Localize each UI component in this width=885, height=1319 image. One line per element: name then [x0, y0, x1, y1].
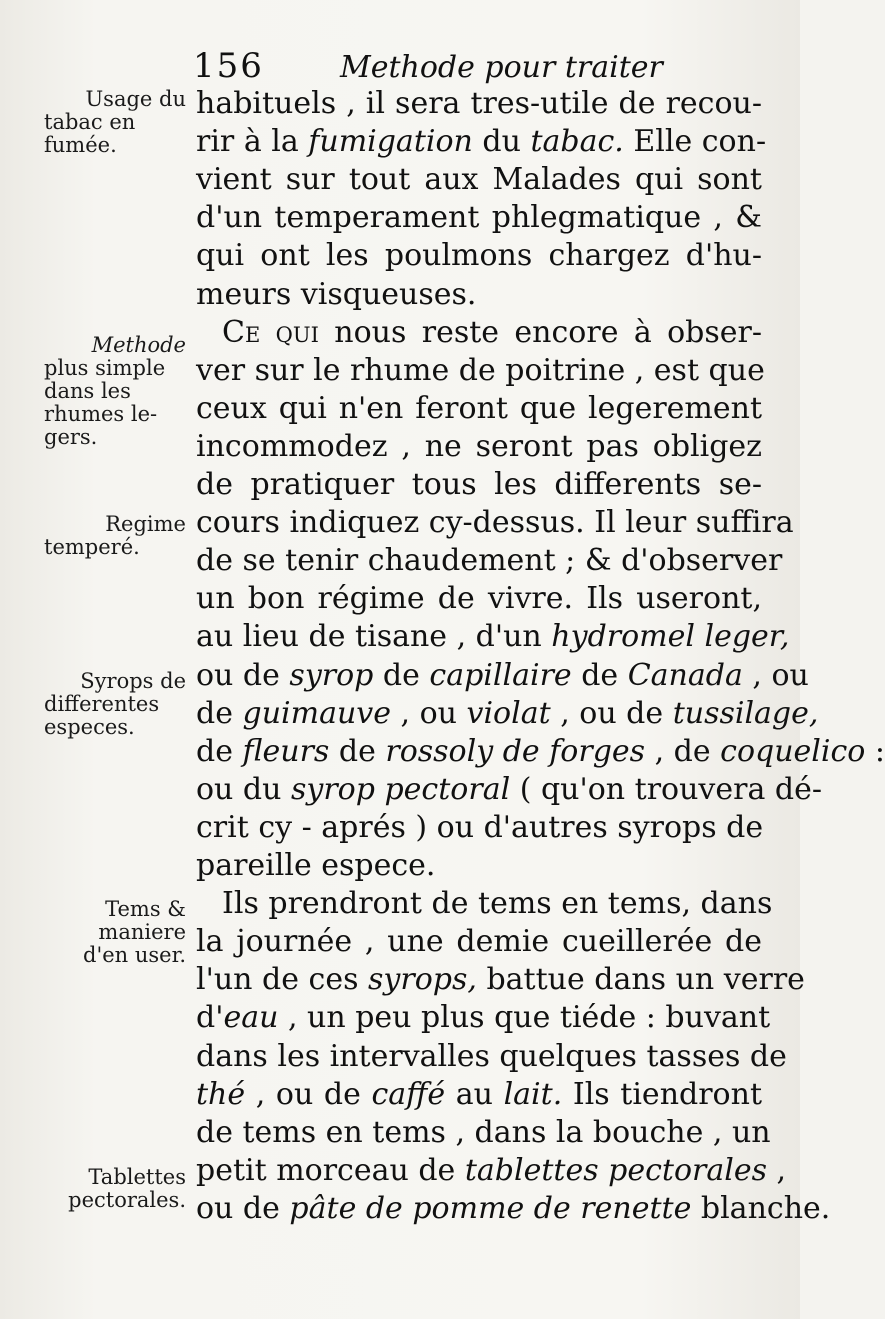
body-line: [196, 581, 762, 617]
margin-note-line: fumée.: [44, 133, 117, 157]
body-line: [196, 238, 762, 274]
margin-note-methode: [44, 334, 186, 449]
italic-text: coquelico: [720, 733, 866, 769]
italic-text: guimauve: [242, 695, 391, 731]
text-run: au lieu de tisane , d'un: [196, 619, 552, 655]
text-run: , ou: [742, 657, 809, 693]
italic-text: capillaire: [429, 657, 572, 693]
body-line: [196, 162, 762, 198]
text-run: Ils tiendront: [562, 1076, 762, 1112]
italic-text: Canada: [627, 657, 743, 693]
margin-note-line: Syrops de: [80, 669, 186, 693]
italic-text: rossoly de forges: [385, 733, 646, 769]
body-line: [196, 1190, 831, 1227]
text-run: de: [571, 657, 628, 693]
italic-text: caffé: [371, 1076, 446, 1112]
text-run: vient sur tout aux Malades qui sont: [196, 162, 762, 198]
text-run: ou du: [196, 771, 291, 807]
margin-note-regime: [44, 513, 186, 559]
body-line: [196, 429, 762, 465]
text-run: , ou de: [550, 695, 673, 731]
text-run: ou de: [196, 657, 290, 693]
italic-text: tabac.: [530, 124, 624, 160]
text-run: la journée , une demie cueillerée de: [196, 924, 762, 960]
text-run: , ou: [390, 695, 467, 731]
margin-note-tablettes: [44, 1166, 186, 1212]
text-run: rir à la: [196, 124, 309, 160]
italic-text: fleurs: [242, 733, 330, 769]
text-run: incommodez , ne seront pas obligez: [196, 428, 762, 464]
text-run: :: [865, 733, 885, 769]
text-run: , de: [645, 733, 721, 769]
page-header: [0, 46, 800, 90]
body-line: [196, 1000, 771, 1036]
body-line: [196, 391, 762, 427]
body-line: [196, 1038, 787, 1075]
text-run: de tems en tems , dans la bouche , un: [196, 1114, 771, 1150]
text-run: au: [445, 1076, 504, 1112]
margin-note-tabac: [44, 88, 186, 157]
body-line: [196, 771, 822, 808]
body-line: [196, 86, 762, 122]
margin-note-line: maniere: [98, 920, 186, 944]
body-line: [196, 695, 819, 732]
body-line: [196, 1077, 762, 1113]
text-run: ,: [766, 1152, 787, 1188]
body-line: [196, 352, 765, 389]
margin-note-line: gers.: [44, 425, 98, 449]
text-run: battue dans un verre: [476, 962, 805, 998]
italic-text: hydromel leger,: [551, 619, 790, 655]
text-run: un bon régime de vivre. Ils useront,: [196, 581, 762, 617]
italic-text: lait.: [503, 1076, 563, 1112]
body-line: [196, 1152, 787, 1189]
text-run: , un peu plus que tiéde : buvant: [278, 1000, 771, 1036]
italic-text: pâte de pomme de renette: [289, 1190, 692, 1226]
margin-note-line: Tablettes: [88, 1165, 186, 1189]
italic-text: syrop: [289, 657, 374, 693]
margin-note-line: dans les: [44, 379, 131, 403]
text-run: de: [373, 657, 430, 693]
text-run: crit cy - aprés ) ou d'autres syrops de: [196, 809, 764, 845]
body-line: [196, 505, 794, 541]
body-line: [196, 886, 773, 922]
text-run: Ils prendront de tems en tems, dans: [222, 886, 773, 922]
margin-note-line: d'en user.: [83, 943, 186, 967]
text-run: blanche.: [691, 1190, 831, 1226]
body-line: [196, 733, 885, 770]
text-run: ou de: [196, 1190, 290, 1226]
body-line: [196, 315, 762, 351]
body-line: [196, 124, 767, 160]
margin-note-line: plus simple: [44, 356, 166, 380]
margin-note-line: temperé.: [44, 535, 140, 559]
margin-note-line: tabac en: [44, 110, 136, 134]
italic-text: syrops,: [368, 962, 477, 998]
text-run: ( qu'on trouvera dé-: [510, 771, 822, 807]
body-line: [196, 277, 762, 313]
text-run: d': [196, 1000, 224, 1036]
text-run: de pratiquer tous les differents se-: [196, 467, 762, 502]
italic-text: syrop pectoral: [290, 771, 511, 807]
margin-note-line: especes.: [44, 715, 135, 739]
italic-text: violat: [466, 695, 551, 731]
text-run: petit morceau de: [196, 1152, 465, 1188]
body-line: [196, 200, 762, 236]
margin-note-line: Tems &: [105, 897, 186, 921]
body-line: [196, 1114, 771, 1151]
body-line: [196, 657, 809, 694]
italic-text: eau: [223, 1000, 279, 1036]
text-run: de: [196, 733, 243, 769]
body-line: [196, 467, 762, 503]
text-run: de: [329, 733, 386, 769]
body-line: [196, 848, 762, 884]
text-run: nous reste encore à obser-: [318, 314, 762, 350]
margin-note-line: Methode: [91, 333, 186, 357]
italic-text: tablettes pectorales: [464, 1152, 767, 1188]
text-run: cours indiquez cy-dessus. Il leur suffira: [196, 505, 794, 541]
text-run: l'un de ces: [196, 962, 369, 998]
small-caps-text: Ce qui: [222, 314, 319, 350]
text-run: meurs visqueuses.: [196, 276, 477, 312]
text-run: , ou de: [245, 1076, 372, 1112]
italic-text: tussilage,: [672, 695, 819, 731]
margin-note-line: Regime: [105, 512, 186, 536]
text-run: pareille espece.: [196, 848, 436, 883]
body-line: [196, 810, 762, 846]
text-run: habituels , il sera tres-utile de recou-: [196, 86, 762, 121]
text-run: Elle con-: [623, 124, 767, 160]
body-line: [196, 619, 790, 655]
margin-note-line: Usage du: [85, 87, 186, 111]
body-line: [196, 924, 762, 960]
text-run: de: [196, 695, 243, 731]
text-run: de se tenir chaudement ; & d'observer: [196, 543, 783, 579]
italic-text: fumigation: [308, 124, 473, 160]
margin-note-line: pectorales.: [68, 1188, 186, 1212]
text-run: qui ont les poulmons chargez d'hu-: [196, 238, 762, 274]
margin-note-syrops: [44, 670, 186, 739]
margin-note-line: rhumes le-: [44, 402, 158, 426]
running-head: Methode pour traiter: [340, 50, 663, 85]
margin-note-line: differentes: [44, 692, 160, 716]
margin-note-tems: [44, 898, 186, 967]
body-line: [196, 962, 805, 998]
page-number: 156: [193, 46, 264, 86]
text-run: ver sur le rhume de poitrine , est que: [196, 352, 765, 388]
text-run: d'un temperament phlegmatique , &: [196, 200, 762, 236]
text-run: du: [472, 124, 531, 160]
text-run: ceux qui n'en feront que legerement: [196, 390, 762, 426]
italic-text: thé: [196, 1076, 246, 1112]
text-run: dans les intervalles quelques tasses de: [196, 1038, 787, 1074]
body-line: [196, 543, 783, 579]
